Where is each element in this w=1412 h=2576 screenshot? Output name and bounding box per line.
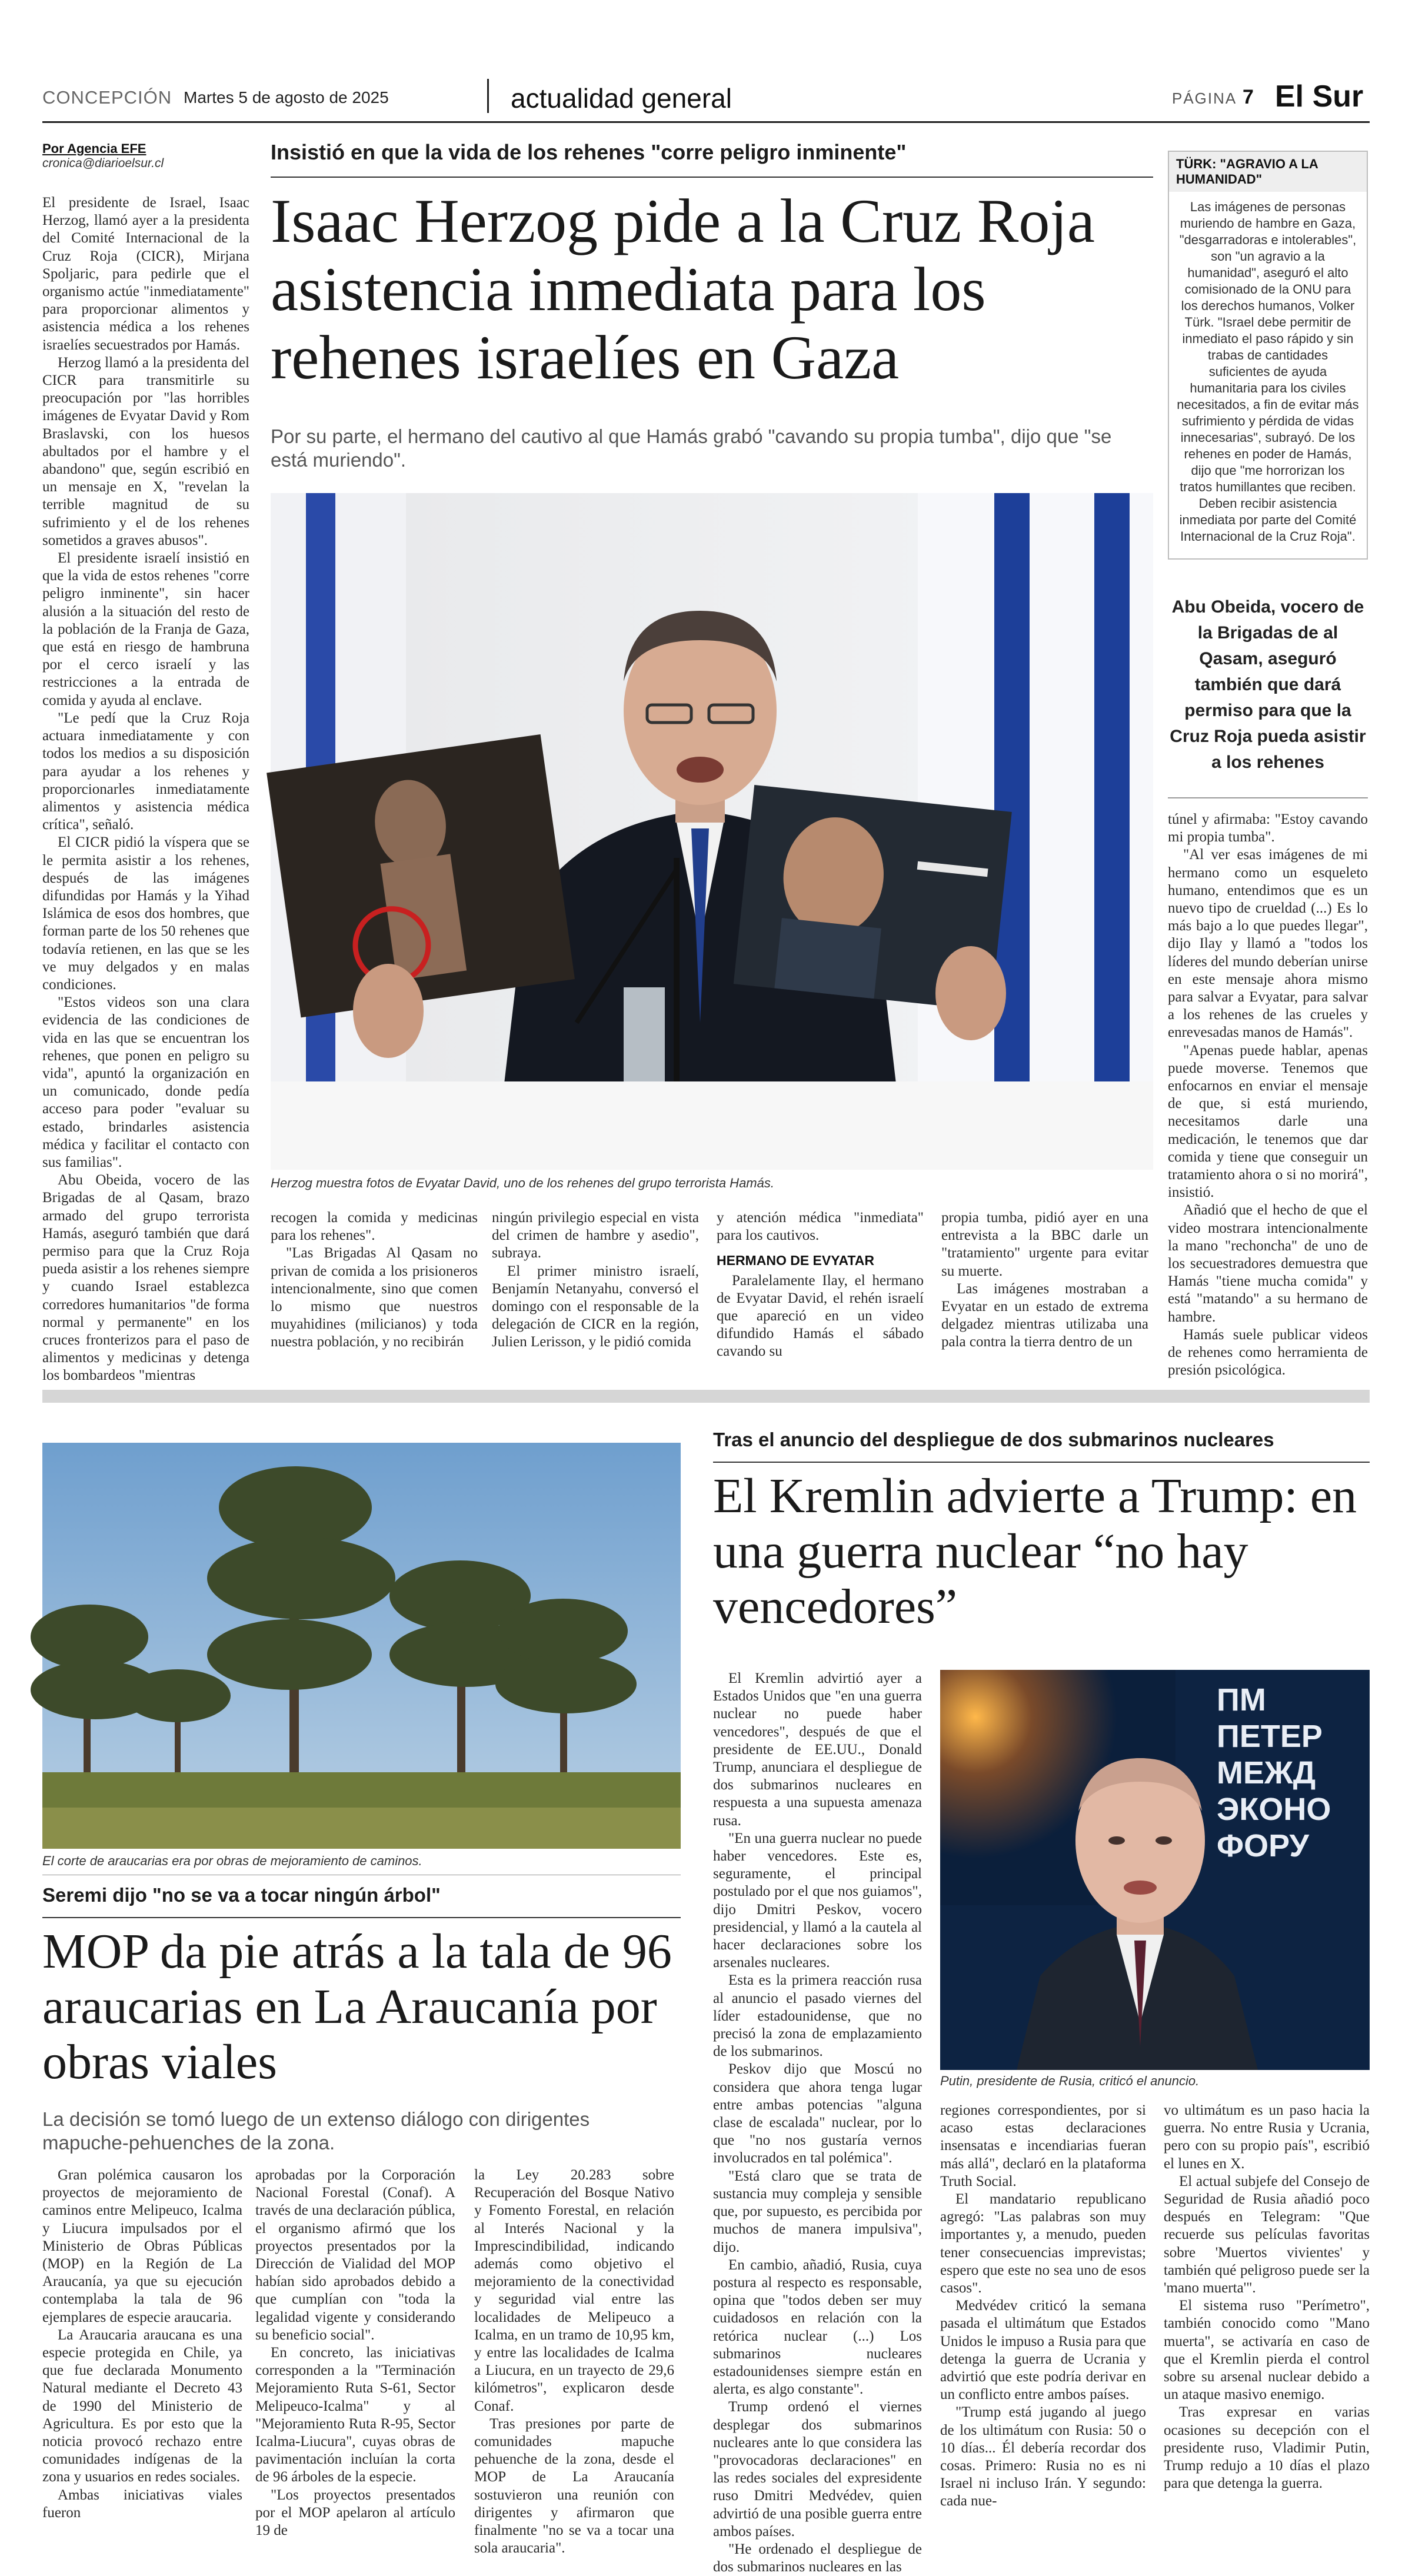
header-section: actualidad general <box>511 83 732 114</box>
article2-kicker: Seremi dijo "no se va a tocar ningún árbol" <box>42 1884 441 1906</box>
article1-col3-paragraph: El primer ministro israelí, Benjamín Netanyahu, conversó el domingo con el responsable de la delegación de CICR en la región, Julien Lerisson, y le pidió comida <box>492 1263 699 1350</box>
article2-col2-paragraph: aprobadas por la Corporación Nacional Forestal (Conaf). A través de una declaración pública, el organismo afirmó que los proyectos presentados por la Dirección de Vialidad del MOP habían sido aprobados debido a que cumplían con "toda la legalidad vigente y considerando su beneficio social". <box>255 2167 455 2343</box>
article3-col1-paragraph: Peskov dijo que Moscú no considera que ahora tenga lugar entre ambas potencias "alguna clase de escalada" nuclear, por lo que "no nos gustaría vernos involucrados en tal polémica". <box>713 2061 922 2166</box>
article1-col6-paragraph: "Al ver esas imágenes de mi hermano como un esqueleto humano, entendimos que es un nuevo tipo de crueldad (...) Es lo más bajo a lo que puedes llegar", dijo Ilay y llamó a "todos los líderes del mundo deberían unirse en este mensaje ahora mismo para salvar a Evyatar, para salvar a los rehenes de las crueles y enrevesadas manos de Hamás". <box>1168 847 1368 1041</box>
putin-photo-backdrop-text: ПМ ПЕТЕР МЕЖД ЭКОНО ФОРУ <box>1217 1682 1331 1863</box>
herzog-photo <box>271 493 1153 1170</box>
article1-column-6 <box>1168 811 1368 1405</box>
article1-column-5 <box>941 1209 1148 1403</box>
pull-quote-rule <box>1168 797 1368 798</box>
article1-col5-paragraph: propia tumba, pidió ayer en una entrevista a la BBC darle un "tratamiento" urgente para evitar su muerte. <box>941 1210 1148 1279</box>
article3-kicker: Tras el anuncio del despliegue de dos submarinos nucleares <box>713 1429 1274 1450</box>
article3-kicker-rule <box>713 1462 1370 1463</box>
pull-quote: Abu Obeida, vocero de la Brigadas de al Qasam, aseguró también que dará permiso para que la Cruz Roja pueda asistir a los rehenes <box>1170 597 1366 772</box>
herzog-photo-illustration <box>271 493 1153 1170</box>
article3-col1-paragraph: En cambio, añadió, Rusia, cuya postura al respecto es responsable, opina que "todos deben ser muy cuidadosos en relación con la retórica nuclear (...) Los submarinos nucleares estadounidenses siempre están en alerta, es algo constante". <box>713 2257 922 2398</box>
article3-column-1 <box>713 1670 922 2575</box>
article3-col1-paragraph: "Está claro que se trata de sustancia muy compleja y sensible que, por supuesto, es percibida por muchos de manera impulsiva", dijo. <box>713 2168 922 2255</box>
header-page-label: PÁGINA <box>1172 89 1237 107</box>
byline-email: cronica@diarioelsur.cl <box>42 157 164 170</box>
header-date: Martes 5 de agosto de 2025 <box>184 88 389 106</box>
sidebar-box <box>1168 151 1368 560</box>
page-header <box>42 81 1370 120</box>
article3-col3-paragraph: Tras expresar en varias ocasiones su decepción con el presidente ruso, Vladimir Putin, Trump redujo a 10 días el plazo para que detenga la guerra. <box>1164 2404 1370 2492</box>
article1-col2-paragraph: recogen la comida y medicinas para los rehenes". <box>271 1210 478 1244</box>
article3-col2-paragraph: "Trump está jugando al juego de los ultimátum con Rusia: 50 o 10 días... Él debería recordar dos cosas. Primero: Rusia no es ni Israel ni incluso Irán. Y segundo: cada nue- <box>940 2404 1146 2510</box>
article3-col3-paragraph: vo ultimátum es un paso hacia la guerra. No entre Rusia y Ucrania, pero con su propio país", escribió el lunes en X. <box>1164 2102 1370 2172</box>
article2-col1-paragraph: Gran polémica causaron los proyectos de mejoramiento de caminos entre Melipeuco, Icalma y Liucura impulsados por el Ministerio de Obras Públicas (MOP) en la Región de La Araucanía, ya que su ejecución contemplaba la tala de 96 ejemplares de especie araucaria. <box>42 2167 242 2325</box>
article1-col6-paragraph: túnel y afirmaba: "Estoy cavando mi propia tumba". <box>1168 811 1368 846</box>
header-brand: El Sur <box>1275 79 1364 114</box>
section-divider <box>42 1390 1370 1403</box>
article3-col1-paragraph: "En una guerra nuclear no puede haber vencedores. Este es, seguramente, el principal postulado por el que nos guiamos", dijo Dmitri Peskov, vocero presidencial, y llamó a la cautela al hacer declaraciones sobre los arsenales nucleares. <box>713 1830 922 1971</box>
article1-col6-paragraph: Hamás suele publicar videos de rehenes como herramienta de presión psicológica. <box>1168 1326 1368 1379</box>
header-rule <box>42 121 1370 123</box>
article1-col4-paragraph: Paralelamente Ilay, el hermano de Evyatar David, el rehén israelí que apareció en un video difundido Hamás el sábado cavando su <box>717 1272 924 1360</box>
article2-column-3 <box>474 2166 674 2557</box>
article2-col1-paragraph: La Araucaria araucana es una especie protegida en Chile, ya que fue declarada Monumento Natural mediante el Decreto 43 de 1990 del Ministerio de Agricultura. Es por esto que la noticia provocó rechazo entre comunidades indígenas de la zona y usuarios en redes sociales. <box>42 2327 242 2485</box>
article3-col1-paragraph: El Kremlin advirtió ayer a Estados Unidos que "en una guerra nuclear no puede haber vencedores", después de que el presidente de EE.UU., Donald Trump, anunciara el despliegue de dos submarinos nucleares en respuesta a una supuesta amenaza rusa. <box>713 1670 922 1829</box>
article2-col3-paragraph: la Ley 20.283 sobre Recuperación del Bosque Nativo y Fomento Forestal, en relación al Interés Nacional y la Imprescindibilidad, indicando además como objetivo el mejoramiento de la conectividad y seguridad vial entre las localidades de Melipeuco a Icalma, en un tramo de 10,95 km, y entre las localidades de Icalma a Liucura, en un trayecto de 29,6 kilómetros", explicaron desde Conaf. <box>474 2167 674 2414</box>
byline-agency: Por Agencia EFE <box>42 141 146 156</box>
article1-column-3 <box>492 1209 699 1403</box>
araucaria-photo <box>42 1443 681 1849</box>
article1-col1-paragraph: El presidente de Israel, Isaac Herzog, llamó ayer a la presidenta del Comité Internacional de la Cruz Roja (CICR), Mirjana Spoljaric, para pedirle que el organismo actúe "inmediatamente" para proporcionar alimentos y asistencia médica a los rehenes israelíes secuestrados por Hamás. <box>42 195 249 353</box>
article1-col1-paragraph: "Estos videos son una clara evidencia de las condiciones de vida en las que se encuentran los rehenes, que ponen en peligro su vida", apuntó la organización en un comunicado, donde pedía acceso para poder "evaluar su estado, brindarles asistencia médica y facilitar el contacto con sus familias". <box>42 994 249 1170</box>
article1-col2-paragraph: "Las Brigadas Al Qasam no privan de comida a los prisioneros intencionalmente, sino que comen lo mismo que nuestros muyahidines (milicianos) y toda nuestra población, y no recibirán <box>271 1245 478 1350</box>
article2-col2-paragraph: En concreto, las iniciativas corresponden a la "Terminación Mejoramiento Ruta S-61, Sector Melipeuco-Icalma" y al "Mejoramiento Ruta R-95, Sector Icalma-Liucura", cuyas obras de pavimentación incluían la corta de 96 árboles de la especie. <box>255 2345 455 2485</box>
sidebar-text: Las imágenes de personas muriendo de hambre en Gaza, "desgarradoras e intolerables", son "un agravio a la humanidad", aseguró el alto comisionado de la ONU para los derechos humanos, Volker Türk. "Israel debe permitir de inmediato el paso rápido y sin trabas de cantidades suficientes de ayuda humanitaria para los civiles necesitados, a fin de evitar más sufrimiento y pérdida de vidas innecesarias", subrayó. De los rehenes en poder de Hamás, dijo que "me horrorizan los tratos humillantes que reciben. Deben recibir asistencia inmediata por parte del Comité Internacional de la Cruz Roja". <box>1177 199 1359 544</box>
article2-deck: La decisión se tomó luego de un extenso diálogo con dirigentes mapuche-pehuenches de la zona. <box>42 2108 590 2154</box>
article2-kicker-rule <box>42 1917 681 1918</box>
article3-column-2 <box>940 2102 1146 2543</box>
putin-photo <box>940 1670 1370 2070</box>
article1-col1-paragraph: Abu Obeida, vocero de las Brigadas de al Qasam, brazo armado del grupo terrorista Hamás, aseguró también que dará permiso para que la Cruz Roja pueda asistir a los rehenes siempre y cuando Israel establezca corredores humanitarios "de forma normal y permanente" en los cruces fronterizos para el paso de alimentos y medicinas y detenga los bombardeos "mientras <box>42 1172 249 1384</box>
article1-col4-paragraph: y atención médica "inmediata" para los cautivos. <box>717 1210 924 1244</box>
article2-photo-caption: El corte de araucarias era por obras de mejoramiento de caminos. <box>42 1853 422 1868</box>
article1-col3-paragraph: ningún privilegio especial en vista del crimen de hambre y asedio", subraya. <box>492 1210 699 1262</box>
article2-col2-paragraph: "Los proyectos presentados por el MOP apelaron al artículo 19 de <box>255 2487 455 2539</box>
article1-col1-paragraph: El CICR pidió la víspera que se le permita asistir a los rehenes, después de las imágenes difundidas por Hamás y la Yihad Islámica de esos dos hombres, que forman parte de los 50 rehenes que todavía retienen, en las que se les ve muy delgados y en malas condiciones. <box>42 834 249 993</box>
article1-headline: Isaac Herzog pide a la Cruz Roja asistencia inmediata para los rehenes israelíes en Gaza <box>271 187 1095 392</box>
article3-col2-paragraph: El mandatario republicano agregó: "Las palabras son muy importantes y, a menudo, pueden tener consecuencias imprevistas; espero que este no sea uno de esos casos". <box>940 2191 1146 2297</box>
article3-col1-paragraph: "He ordenado el despliegue de dos submarinos nucleares en las <box>713 2541 922 2575</box>
article1-kicker-rule <box>271 177 1153 178</box>
sidebar-title: TÜRK: "AGRAVIO A LA HUMANIDAD" <box>1169 152 1367 192</box>
article3-col1-paragraph: Trump ordenó el viernes desplegar dos submarinos nucleares ante lo que considera las "provocadoras declaraciones" en las redes sociales del expresidente ruso Dmitri Medvédev, quien advirtió de una posible guerra entre ambos países. <box>713 2399 922 2540</box>
article1-subhead: HERMANO DE EVYATAR <box>717 1253 874 1269</box>
article1-col6-paragraph: Añadió que el hecho de que el video mostrara intencionalmente la mano "rechoncha" de uno de los secuestradores demuestra que Hamás "tiene mucha comida" y está "matando" a su hermano de hambre. <box>1168 1202 1368 1325</box>
article1-column-2 <box>271 1209 478 1403</box>
article3-col2-paragraph: regiones correspondientes, por si acaso estas declaraciones insensatas e incendiarias fueran más allá", declaró en la plataforma Truth Social. <box>940 2102 1146 2189</box>
article3-col3-paragraph: El actual subjefe del Consejo de Seguridad de Rusia añadió poco después en Telegram: "Que recuerde sus películas favoritas sobre 'Muertos vivientes' y también qué peligroso puede ser la 'mano muerta'". <box>1164 2173 1370 2297</box>
article1-col1-paragraph: "Le pedí que la Cruz Roja actuara inmediatamente y con todos los medios a su disposición para ayudar a los rehenes y proporcionarles inmediatamente alimentos y asistencia médica crítica", señaló. <box>42 710 249 833</box>
article1-column-4 <box>717 1209 924 1403</box>
article2-column-2 <box>255 2166 455 2543</box>
byline <box>42 141 242 171</box>
article3-photo-caption: Putin, presidente de Rusia, criticó el anuncio. <box>940 2074 1200 2088</box>
article1-deck: Por su parte, el hermano del cautivo al que Hamás grabó "cavando su propia tumba", dijo que "se está muriendo". <box>271 425 1112 471</box>
article1-col6-paragraph: "Apenas puede hablar, apenas puede moverse. Tenemos que enfocarnos en enviar el mensaje de que, si está muriendo, necesitamos darle una medicación, le tenemos que dar comida y tiene que conseguir un tratamiento ahora o si no morirá", insistió. <box>1168 1042 1368 1201</box>
article2-col1-paragraph: Ambas iniciativas viales fueron <box>42 2487 242 2521</box>
article1-col1-paragraph: El presidente israelí insistió en que la vida de estos rehenes "corre peligro inminente", sin hacer alusión a la situación del resto de la población de la Franja de Gaza, que está en riesgo de hambruna por el cerco israelí y las restricciones a la entrada de comida y ayuda al enclave. <box>42 550 249 708</box>
article3-headline: El Kremlin advierte a Trump: en una guerra nuclear “no hay vencedores” <box>713 1469 1357 1634</box>
article2-column-1 <box>42 2166 242 2543</box>
araucaria-photo-illustration <box>42 1443 681 1849</box>
header-divider <box>487 79 489 113</box>
article1-kicker: Insistió en que la vida de los rehenes "corre peligro inminente" <box>271 140 907 164</box>
article1-photo-caption: Herzog muestra fotos de Evyatar David, uno de los rehenes del grupo terrorista Hamás. <box>271 1176 774 1190</box>
header-city: CONCEPCIÓN <box>42 87 172 108</box>
article1-col5-paragraph: Las imágenes mostraban a Evyatar en un estado de extrema delgadez mientras utilizaba una pala contra la tierra dentro de un <box>941 1280 1148 1350</box>
article1-column-1 <box>42 194 249 1400</box>
article3-col2-paragraph: Medvédev criticó la semana pasada el ultimátum que Estados Unidos le impuso a Rusia para que detenga la guerra de Ucrania y advirtió que este podría derivar en un conflicto entre ambos países. <box>940 2298 1146 2403</box>
article3-col1-paragraph: Esta es la primera reacción rusa al anuncio el pasado viernes del líder estadounidense, que no precisó la zona de emplazamiento de los submarinos. <box>713 1972 922 2060</box>
article1-col1-paragraph: Herzog llamó a la presidenta del CICR para transmitirle su preocupación por "las horribles imágenes de Evyatar David y Rom Braslavski, con los huesos abultados por el hambre y el abandono" que, según escribió en un mensaje en X, "revelan la terrible magnitud de su sufrimiento y el de los rehenes sometidos a graves abusos". <box>42 354 249 548</box>
article3-column-3 <box>1164 2102 1370 2543</box>
article2-headline: MOP da pie atrás a la tala de 96 araucarias en La Araucanía por obras viales <box>42 1924 672 2089</box>
article3-col3-paragraph: El sistema ruso "Perímetro", también conocido como "Mano muerta", se activaría en caso de que el Kremlin pierda el control sobre su arsenal nuclear debido a un ataque masivo enemigo. <box>1164 2298 1370 2403</box>
article2-col3-paragraph: Tras presiones por parte de comunidades mapuche pehuenche de la zona, desde el MOP de La Araucanía sostuvieron una reunión con dirigentes y afirmaron que finalmente "no se va a tocar una sola araucaria". <box>474 2415 674 2557</box>
header-page-number: 7 <box>1243 86 1254 108</box>
